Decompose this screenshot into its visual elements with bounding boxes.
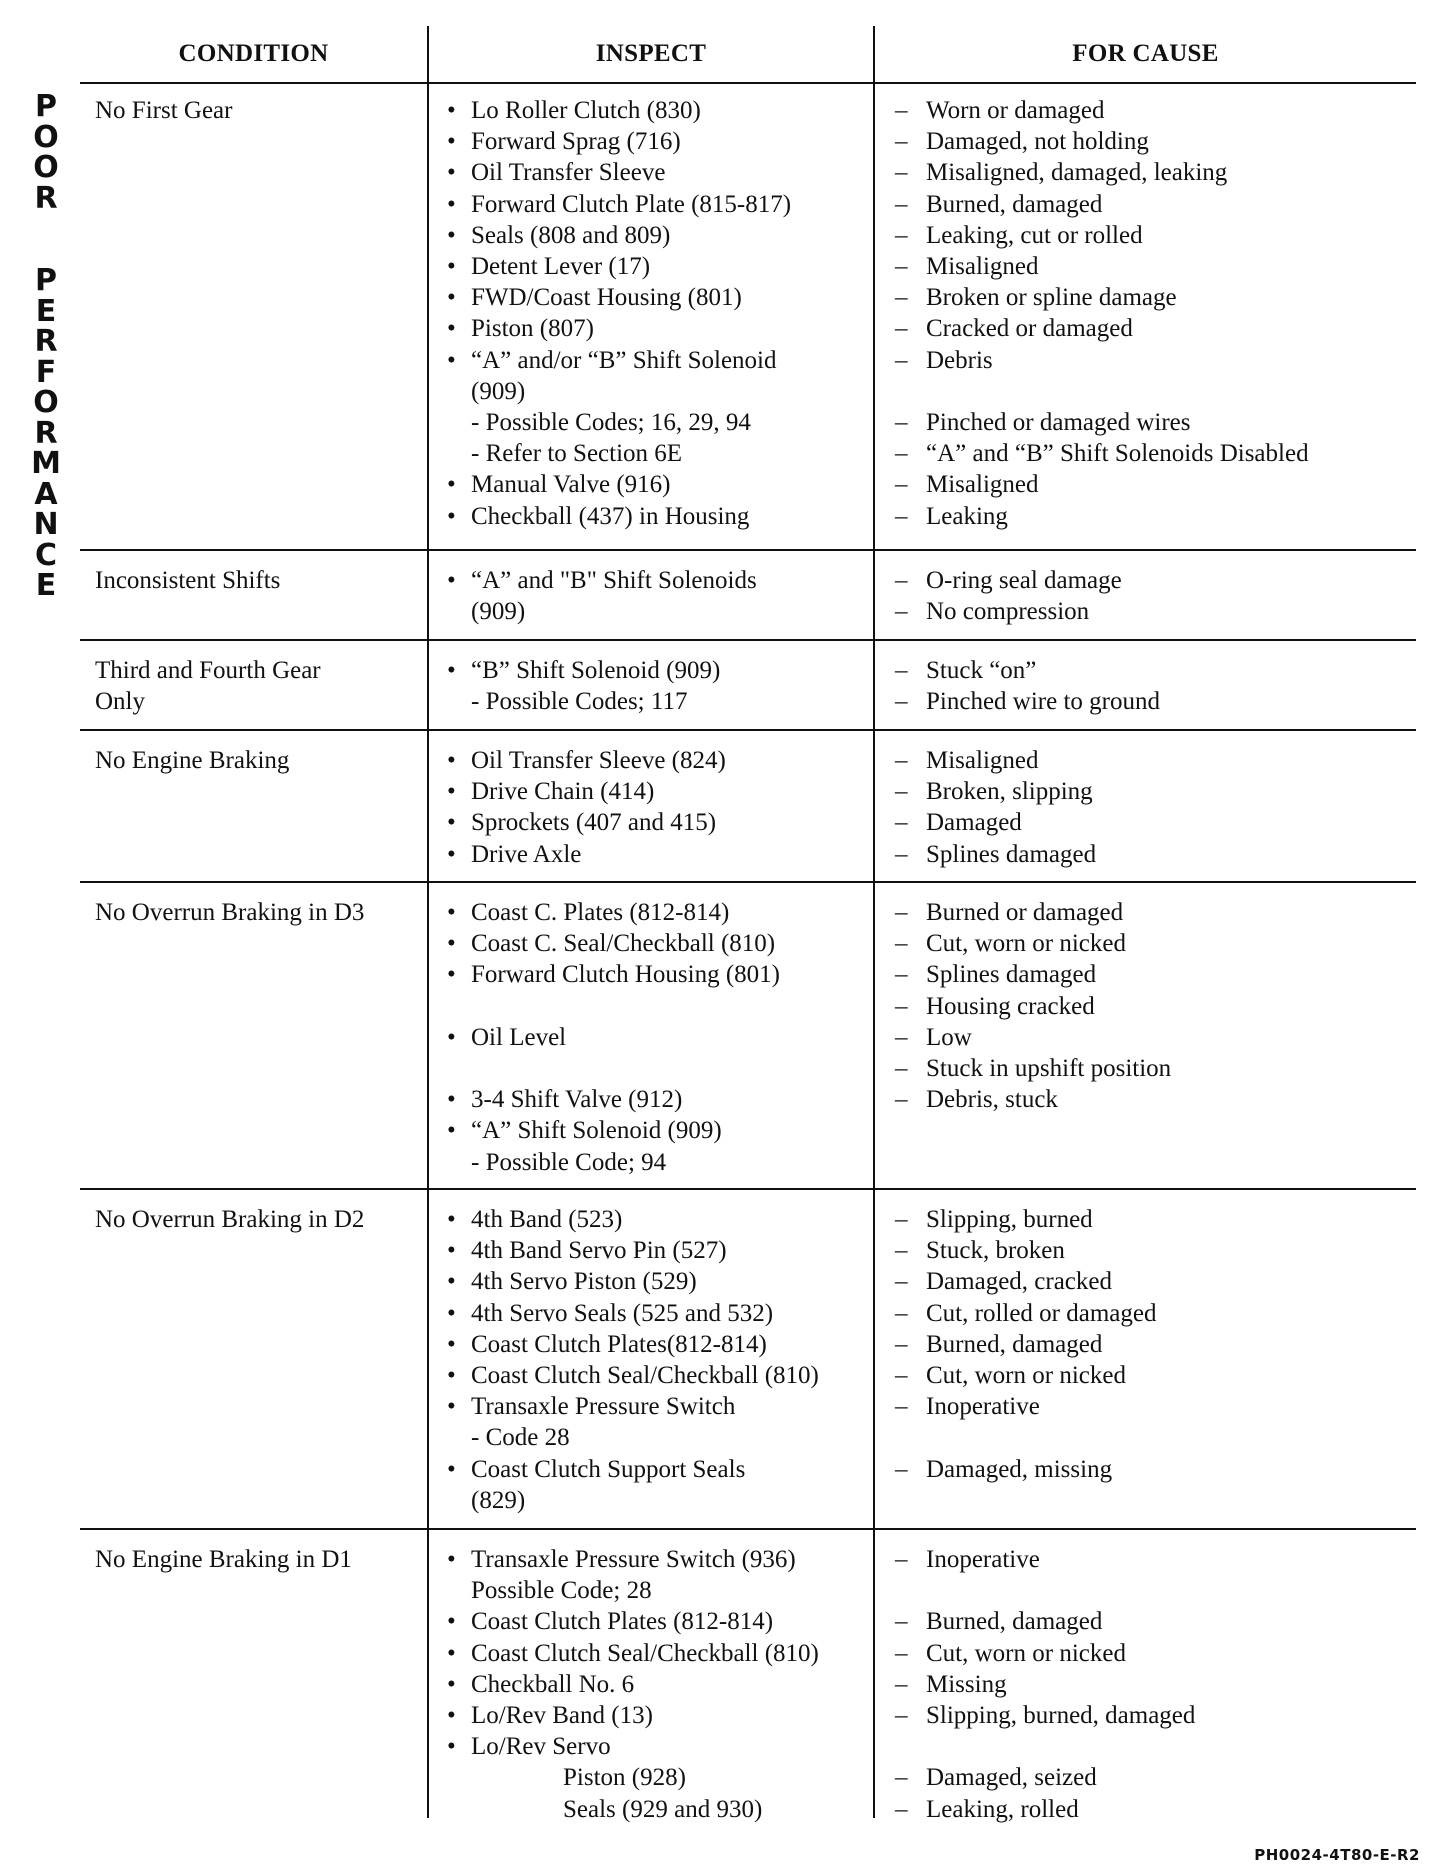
inspect-note: (909) <box>471 598 526 626</box>
inspect-note <box>471 991 780 1022</box>
inspect-cell <box>471 655 720 717</box>
inspect-cell <box>471 95 791 532</box>
inspect-item: • Lo/Rev Servo <box>471 1731 819 1762</box>
header-inspect: INSPECT <box>595 40 707 67</box>
cause-item <box>926 1115 1171 1146</box>
condition-text: No Overrun Braking in D2 <box>95 1206 365 1233</box>
inspect-note: - Possible Codes; 117 <box>471 688 688 716</box>
condition-cell <box>95 565 280 596</box>
header-rule <box>80 82 1416 84</box>
cause-item: – Inoperative <box>926 1544 1195 1575</box>
cause-item: – Stuck, broken <box>926 1235 1157 1266</box>
cause-item: – Damaged, missing <box>926 1454 1157 1485</box>
cause-item: – Cut, worn or nicked <box>926 1638 1195 1669</box>
cause-item <box>926 376 1309 407</box>
row-separator <box>80 639 1416 641</box>
condition-text: No Engine Braking in D1 <box>95 1546 352 1573</box>
inspect-note: - Refer to Section 6E <box>471 440 683 468</box>
cause-item <box>926 1422 1157 1453</box>
cause-item: – Misaligned <box>926 745 1096 776</box>
inspect-item: • Lo/Rev Band (13) <box>471 1700 819 1731</box>
cause-item: – Cut, worn or nicked <box>926 1360 1157 1391</box>
cause-item: – Splines damaged <box>926 959 1171 990</box>
condition-cell <box>95 655 321 717</box>
cause-item: – Leaking <box>926 501 1309 532</box>
inspect-item: • Oil Transfer Sleeve (824) <box>471 745 726 776</box>
inspect-item: • Piston (807) <box>471 313 791 344</box>
cause-item <box>926 1575 1195 1606</box>
cause-item: – No compression <box>926 596 1122 627</box>
inspect-item: • Detent Lever (17) <box>471 251 791 282</box>
condition-cell <box>95 745 289 776</box>
cause-cell <box>926 745 1096 870</box>
column-divider-1 <box>427 26 429 1818</box>
inspect-item: • Checkball (437) in Housing <box>471 501 791 532</box>
condition-cell <box>95 95 232 126</box>
row-separator <box>80 549 1416 551</box>
cause-item: – Cut, worn or nicked <box>926 928 1171 959</box>
cause-item: – Stuck in upshift position <box>926 1053 1171 1084</box>
cause-item: – Damaged <box>926 807 1096 838</box>
inspect-item: • Oil Level <box>471 1022 780 1053</box>
condition-text: Third and Fourth Gear <box>95 657 321 684</box>
inspect-note: Seals (929 and 930) <box>563 1795 763 1823</box>
cause-item: – Cut, rolled or damaged <box>926 1298 1157 1329</box>
inspect-item: • Coast Clutch Seal/Checkball (810) <box>471 1360 819 1391</box>
cause-item: – Misaligned, damaged, leaking <box>926 157 1309 188</box>
condition-text: No Overrun Braking in D3 <box>95 899 365 926</box>
condition-text: No First Gear <box>95 97 233 124</box>
row-separator <box>80 1528 1416 1530</box>
inspect-note: Piston (928) <box>563 1764 686 1792</box>
cause-item: – Damaged, cracked <box>926 1266 1157 1297</box>
inspect-item: • “A” and/or “B” Shift Solenoid <box>471 345 791 376</box>
condition-text: No Engine Braking <box>95 747 290 774</box>
inspect-note: Possible Code; 28 <box>471 1577 652 1605</box>
inspect-item: • 4th Servo Seals (525 and 532) <box>471 1298 819 1329</box>
header-condition: CONDITION <box>178 40 329 67</box>
inspect-item: • Coast C. Plates (812-814) <box>471 897 780 928</box>
cause-cell <box>926 565 1122 627</box>
inspect-item: • Coast C. Seal/Checkball (810) <box>471 928 780 959</box>
inspect-item: • Manual Valve (916) <box>471 469 791 500</box>
inspect-note: - Possible Codes; 16, 29, 94 <box>471 409 751 437</box>
cause-item: – O-ring seal damage <box>926 565 1122 596</box>
cause-item: – Missing <box>926 1669 1195 1700</box>
inspect-item: • Coast Clutch Plates(812-814) <box>471 1329 819 1360</box>
inspect-item: • Drive Axle <box>471 839 726 870</box>
cause-item <box>926 1147 1171 1178</box>
cause-item: – Low <box>926 1022 1171 1053</box>
cause-item: – Debris <box>926 345 1309 376</box>
cause-item: – Burned or damaged <box>926 897 1171 928</box>
cause-item: – “A” and “B” Shift Solenoids Disabled <box>926 438 1309 469</box>
condition-cell <box>95 1544 352 1575</box>
cause-item: – Stuck “on” <box>926 655 1160 686</box>
cause-item: – Splines damaged <box>926 839 1096 870</box>
inspect-note: - Possible Code; 94 <box>471 1148 667 1176</box>
cause-item: – Inoperative <box>926 1391 1157 1422</box>
inspect-item: • Forward Clutch Housing (801) <box>471 959 780 990</box>
figure-code: PH0024-4T80-E-R2 <box>1254 1846 1420 1864</box>
inspect-item: • “B” Shift Solenoid (909) <box>471 655 720 686</box>
cause-item: – Leaking, cut or rolled <box>926 220 1309 251</box>
cause-item: – Damaged, not holding <box>926 126 1309 157</box>
cause-cell <box>926 897 1171 1178</box>
cause-item: – Leaking, rolled <box>926 1794 1195 1825</box>
inspect-note: (909) <box>471 377 526 405</box>
row-separator <box>80 1188 1416 1190</box>
cause-item: – Burned, damaged <box>926 189 1309 220</box>
column-divider-2 <box>873 26 875 1818</box>
inspect-item: • Forward Clutch Plate (815-817) <box>471 189 791 220</box>
inspect-item: • Transaxle Pressure Switch (936) <box>471 1544 819 1575</box>
cause-item: – Misaligned <box>926 251 1309 282</box>
cause-item: – Slipping, burned <box>926 1204 1157 1235</box>
cause-item <box>926 1485 1157 1516</box>
cause-item: – Debris, stuck <box>926 1084 1171 1115</box>
inspect-item: • Coast Clutch Seal/Checkball (810) <box>471 1638 819 1669</box>
inspect-cell <box>471 897 780 1178</box>
cause-item: – Cracked or damaged <box>926 313 1309 344</box>
cause-cell <box>926 1544 1195 1825</box>
cause-item: – Pinched wire to ground <box>926 686 1160 717</box>
cause-item: – Worn or damaged <box>926 95 1309 126</box>
inspect-cell <box>471 745 726 870</box>
inspect-item: • Sprockets (407 and 415) <box>471 807 726 838</box>
row-separator <box>80 881 1416 883</box>
inspect-item: • “A” and "B" Shift Solenoids <box>471 565 757 596</box>
cause-cell <box>926 1204 1157 1516</box>
cause-item: – Broken or spline damage <box>926 282 1309 313</box>
cause-item: – Housing cracked <box>926 991 1171 1022</box>
inspect-cell <box>471 1544 819 1825</box>
cause-item: – Slipping, burned, damaged <box>926 1700 1195 1731</box>
inspect-item: • 4th Band Servo Pin (527) <box>471 1235 819 1266</box>
inspect-item: • Transaxle Pressure Switch <box>471 1391 819 1422</box>
side-title <box>26 89 66 603</box>
inspect-note <box>471 1053 780 1084</box>
side-title-word-2: P E R F O R M A N C E <box>31 263 61 603</box>
inspect-item: • Checkball No. 6 <box>471 1669 819 1700</box>
inspect-item: • Forward Sprag (716) <box>471 126 791 157</box>
condition-cell <box>95 897 364 928</box>
inspect-item: • Lo Roller Clutch (830) <box>471 95 791 126</box>
cause-item: – Burned, damaged <box>926 1606 1195 1637</box>
header-cause: FOR CAUSE <box>1072 40 1219 67</box>
inspect-note: - Code 28 <box>471 1424 570 1452</box>
condition-text: Inconsistent Shifts <box>95 567 281 594</box>
condition-text: Only <box>95 688 145 716</box>
inspect-item: • 3-4 Shift Valve (912) <box>471 1084 780 1115</box>
inspect-item: • 4th Servo Piston (529) <box>471 1266 819 1297</box>
cause-item: – Damaged, seized <box>926 1762 1195 1793</box>
cause-item: – Burned, damaged <box>926 1329 1157 1360</box>
inspect-cell <box>471 565 757 627</box>
inspect-item: • Seals (808 and 809) <box>471 220 791 251</box>
cause-item: – Broken, slipping <box>926 776 1096 807</box>
inspect-item: • Drive Chain (414) <box>471 776 726 807</box>
inspect-item: • FWD/Coast Housing (801) <box>471 282 791 313</box>
inspect-item: • Coast Clutch Plates (812-814) <box>471 1606 819 1637</box>
inspect-item: • “A” Shift Solenoid (909) <box>471 1115 780 1146</box>
inspect-cell <box>471 1204 819 1516</box>
cause-item: – Pinched or damaged wires <box>926 407 1309 438</box>
inspect-item: • Coast Clutch Support Seals <box>471 1454 819 1485</box>
condition-cell <box>95 1204 364 1235</box>
inspect-item: • Oil Transfer Sleeve <box>471 157 791 188</box>
cause-item <box>926 1731 1195 1762</box>
side-title-word-1: P O O R <box>33 89 59 216</box>
inspect-item: • 4th Band (523) <box>471 1204 819 1235</box>
cause-cell <box>926 95 1309 532</box>
row-separator <box>80 729 1416 731</box>
cause-item: – Misaligned <box>926 469 1309 500</box>
cause-cell <box>926 655 1160 717</box>
inspect-note: (829) <box>471 1486 526 1514</box>
